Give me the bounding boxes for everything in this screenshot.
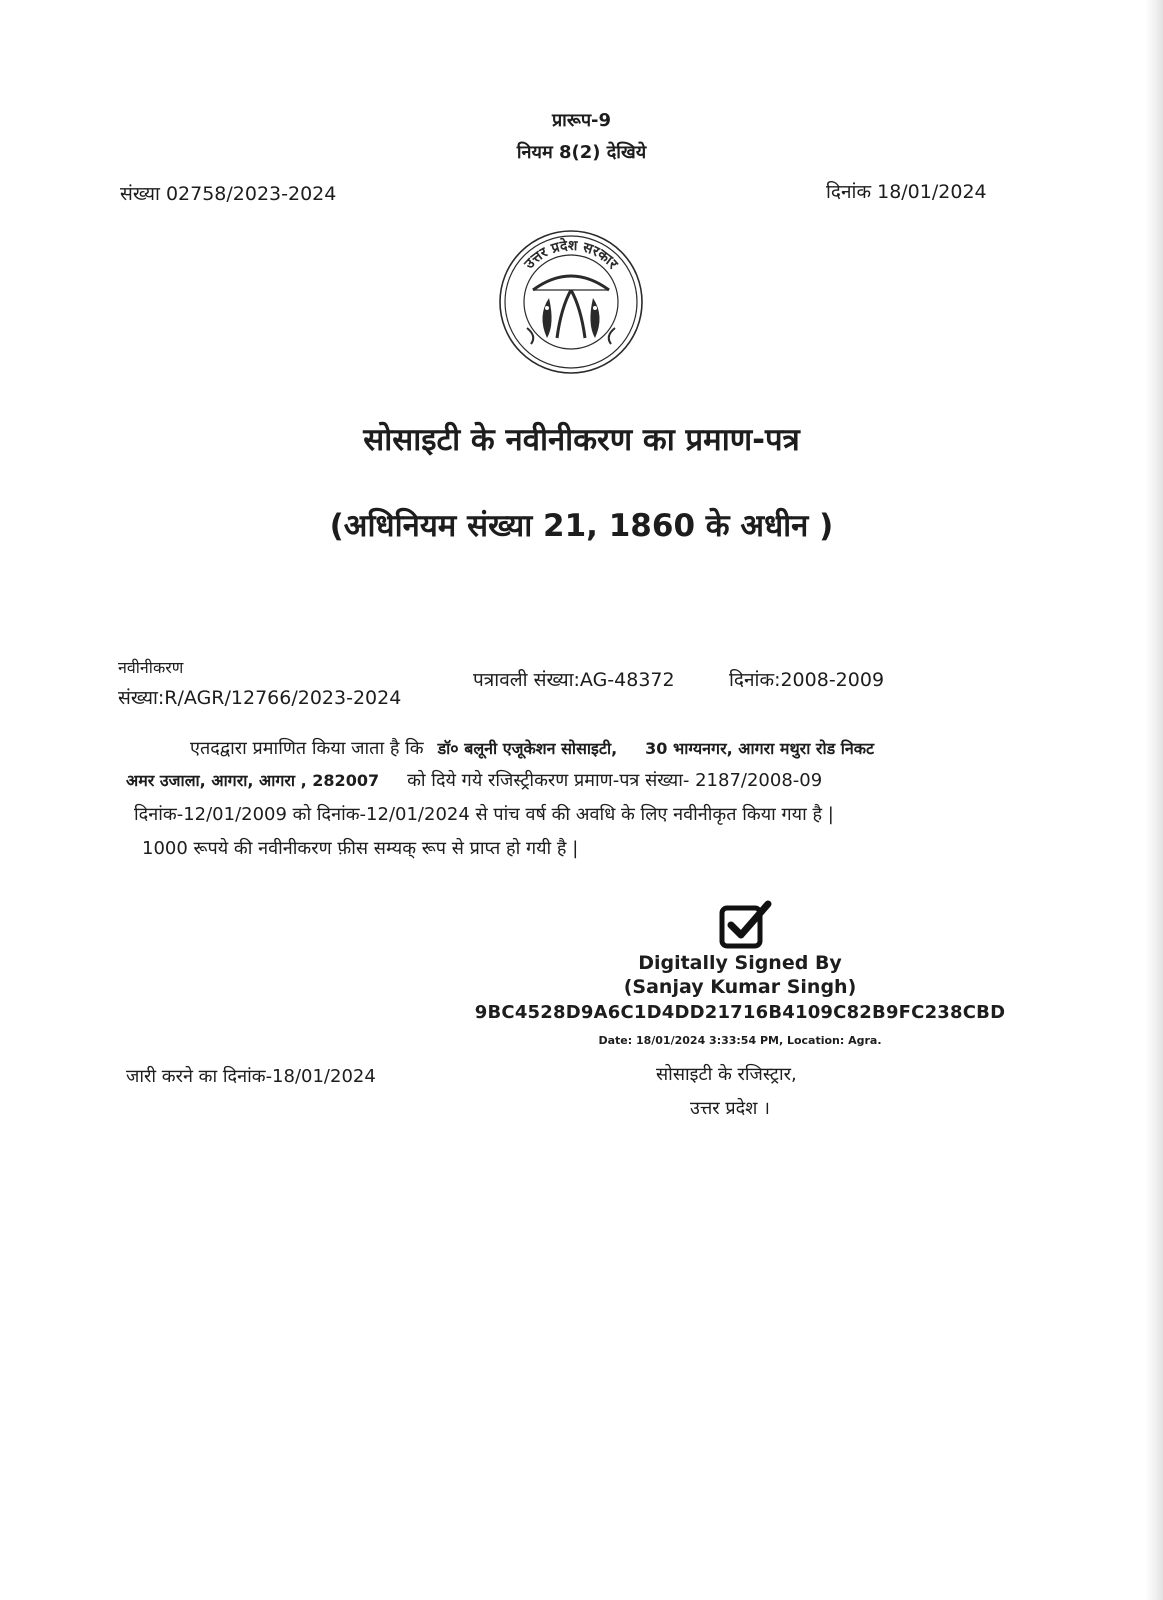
- issue-date: जारी करने का दिनांक-18/01/2024: [126, 1066, 376, 1087]
- form-number: प्रारूप-9: [551, 110, 612, 131]
- fee-text: 1000 रूपये की नवीनीकरण फ़ीस सम्यक् रूप से प्राप्त हो गयी है |: [142, 838, 579, 859]
- reference-date: दिनांक 18/01/2024: [826, 181, 987, 203]
- signature-date-location: Date: 18/01/2024 3:33:54 PM, Location: Agra.: [598, 1034, 882, 1047]
- society-name: डॉ० बलूनी एजूकेशन सोसाइटी,: [437, 739, 618, 758]
- validity-text: दिनांक-12/01/2009 को दिनांक-12/01/2024 से पांच वर्ष की अवधि के लिए नवीनीकृत किया गया है |: [134, 804, 834, 825]
- rule-reference: नियम 8(2) देखिये: [516, 142, 647, 163]
- state-emblem-icon: [497, 228, 645, 376]
- renewal-number: संख्या:R/AGR/12766/2023-2024: [118, 687, 402, 709]
- certificate-line-2: [126, 768, 822, 792]
- society-address-part1: 30 भाग्यनगर, आगरा मथुरा रोड निकट: [645, 739, 875, 758]
- emblem-text: उत्तर प्रदेश सरकार: [521, 237, 621, 273]
- signer-name: (Sanjay Kumar Singh): [623, 976, 857, 998]
- registration-text: को दिये गये रजिस्ट्रीकरण प्रमाण-पत्र संख्या- 2187/2008-09: [407, 770, 823, 791]
- file-date: दिनांक:2008-2009: [729, 669, 885, 691]
- checkbox-checked-icon: [718, 898, 774, 950]
- intro-text: एतदद्वारा प्रमाणित किया जाता है कि: [190, 738, 424, 759]
- act-reference: (अधिनियम संख्या 21, 1860 के अधीन ): [329, 508, 834, 544]
- registrar-title: सोसाइटी के रजिस्ट्रार,: [656, 1064, 797, 1085]
- renewal-label: नवीनीकरण: [118, 658, 184, 677]
- scanned-page-edge: [1145, 0, 1163, 1600]
- digitally-signed-label: Digitally Signed By: [638, 952, 842, 974]
- certificate-title: सोसाइटी के नवीनीकरण का प्रमाण-पत्र: [363, 422, 800, 458]
- reference-number: संख्या 02758/2023-2024: [120, 183, 337, 205]
- certificate-line-1: [190, 736, 874, 760]
- signature-hash: 9BC4528D9A6C1D4DD21716B4109C82B9FC238CBD: [474, 1002, 1006, 1023]
- registrar-state: उत्तर प्रदेश ।: [690, 1098, 770, 1119]
- society-address-part2: अमर उजाला, आगरा, आगरा , 282007: [126, 771, 380, 790]
- file-number: पत्रावली संख्या:AG-48372: [473, 669, 675, 691]
